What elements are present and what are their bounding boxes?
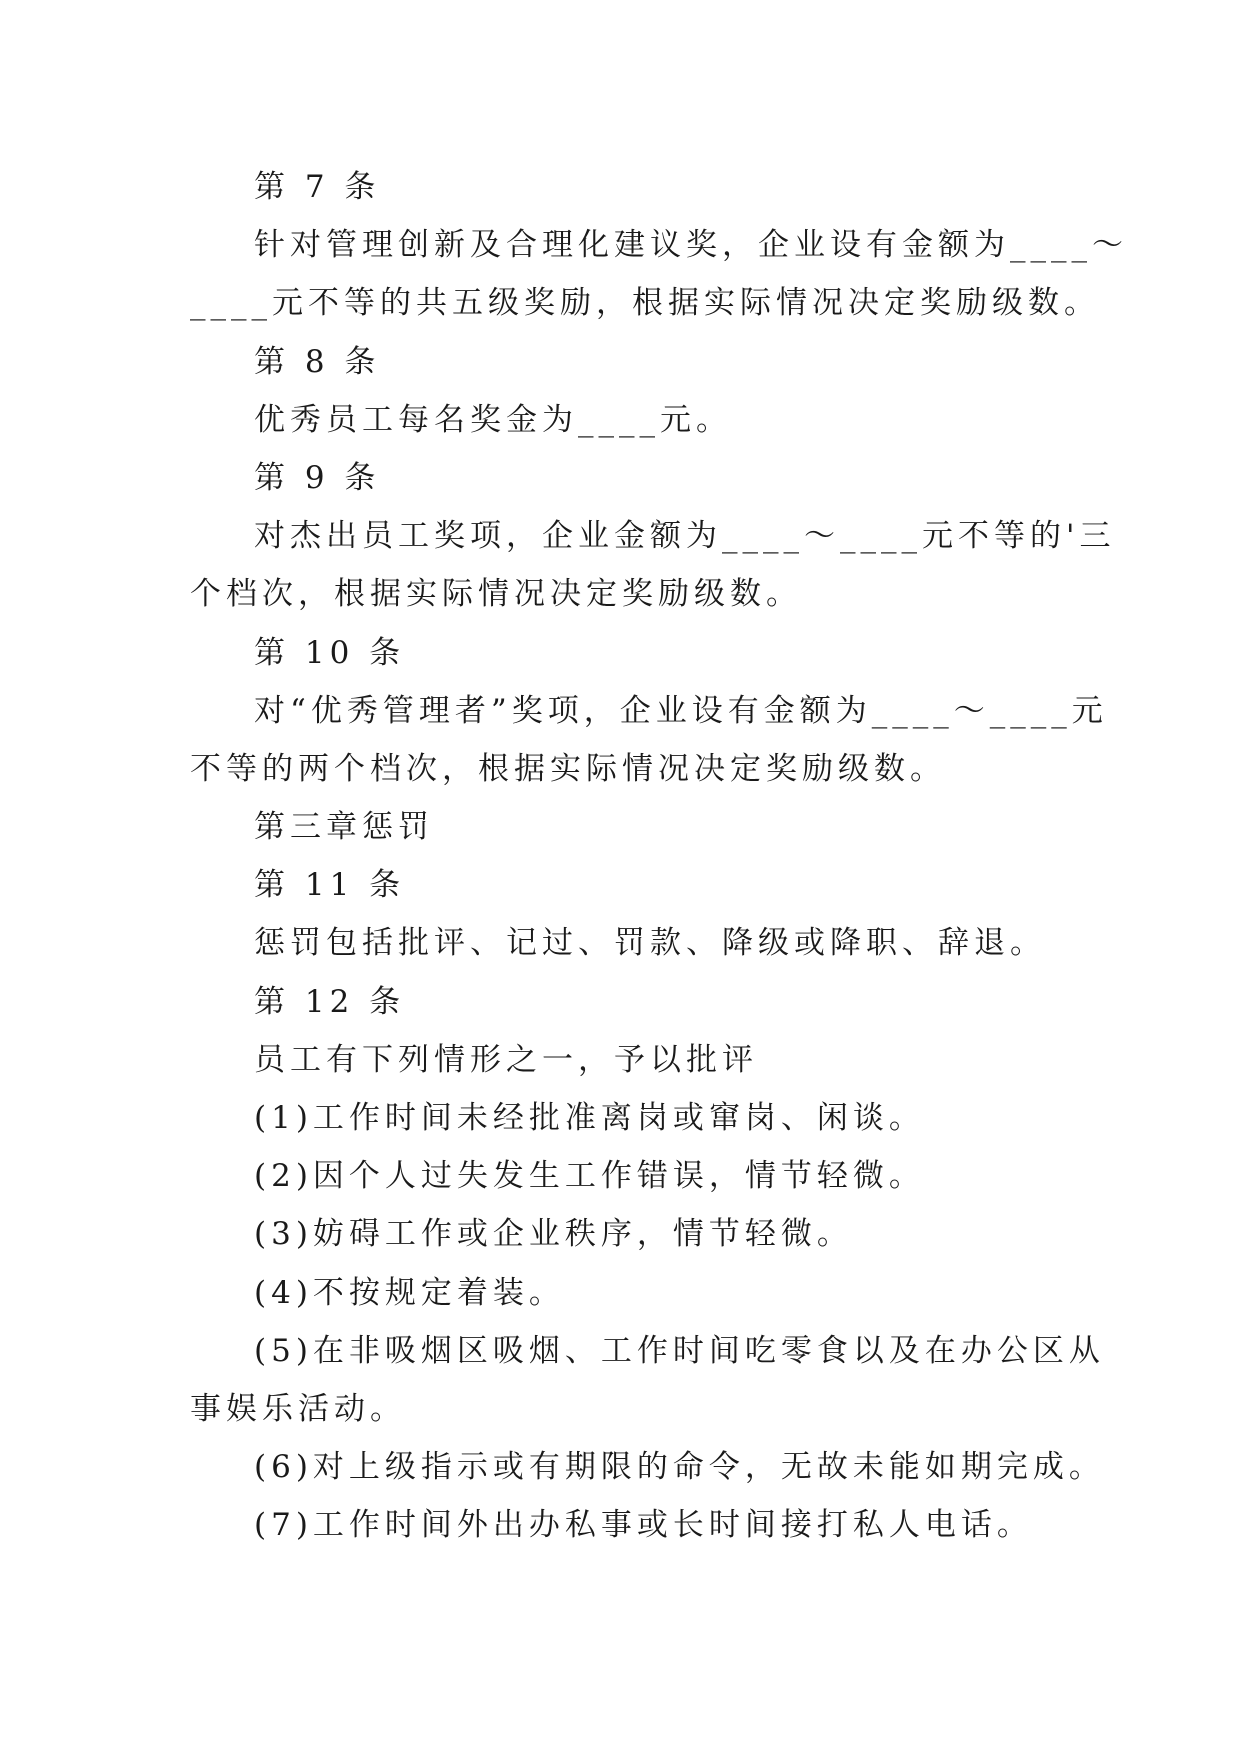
paragraph-line: ____元不等的共五级奖励，根据实际情况决定奖励级数。 (190, 285, 1100, 322)
article-heading: 第 8 条 (254, 343, 381, 380)
list-item: (3)妨碍工作或企业秩序，情节轻微。 (254, 1216, 853, 1253)
list-item: (4)不按规定着装。 (254, 1274, 565, 1311)
list-item-continuation: 事娱乐活动。 (190, 1390, 406, 1427)
list-item: (1)工作时间未经批准离岗或窜岗、闲谈。 (254, 1100, 925, 1136)
paragraph-line: 针对管理创新及合理化建议奖，企业设有金额为____～ (254, 227, 1128, 264)
article-heading: 第 7 条 (254, 169, 381, 205)
paragraph-line: 对“优秀管理者”奖项，企业设有金额为____～____元 (254, 692, 1108, 729)
list-item: (6)对上级指示或有期限的命令，无故未能如期完成。 (254, 1449, 1105, 1486)
document-body (190, 158, 1128, 1555)
article-heading: 第 11 条 (254, 867, 406, 904)
paragraph-line: 惩罚包括批评、记过、罚款、降级或降职、辞退。 (254, 925, 1046, 962)
article-heading: 第 9 条 (254, 459, 381, 496)
paragraph-line: 优秀员工每名奖金为____元。 (254, 401, 732, 438)
paragraph-line: 个档次，根据实际情况决定奖励级数。 (190, 576, 802, 613)
paragraph-line: 员工有下列情形之一，予以批评 (254, 1041, 758, 1078)
article-heading: 第 12 条 (254, 983, 406, 1020)
paragraph-line: 对杰出员工奖项，企业金额为____～____元不等的'三 (254, 518, 1116, 555)
paragraph-line: 不等的两个档次，根据实际情况决定奖励级数。 (190, 750, 946, 787)
list-item: (2)因个人过失发生工作错误，情节轻微。 (254, 1158, 925, 1195)
list-item: (7)工作时间外出办私事或长时间接打私人电话。 (254, 1507, 1033, 1544)
article-heading: 第 10 条 (254, 634, 406, 671)
list-item: (5)在非吸烟区吸烟、工作时间吃零食以及在办公区从 (254, 1332, 1105, 1369)
chapter-heading: 第三章惩罚 (254, 809, 434, 846)
